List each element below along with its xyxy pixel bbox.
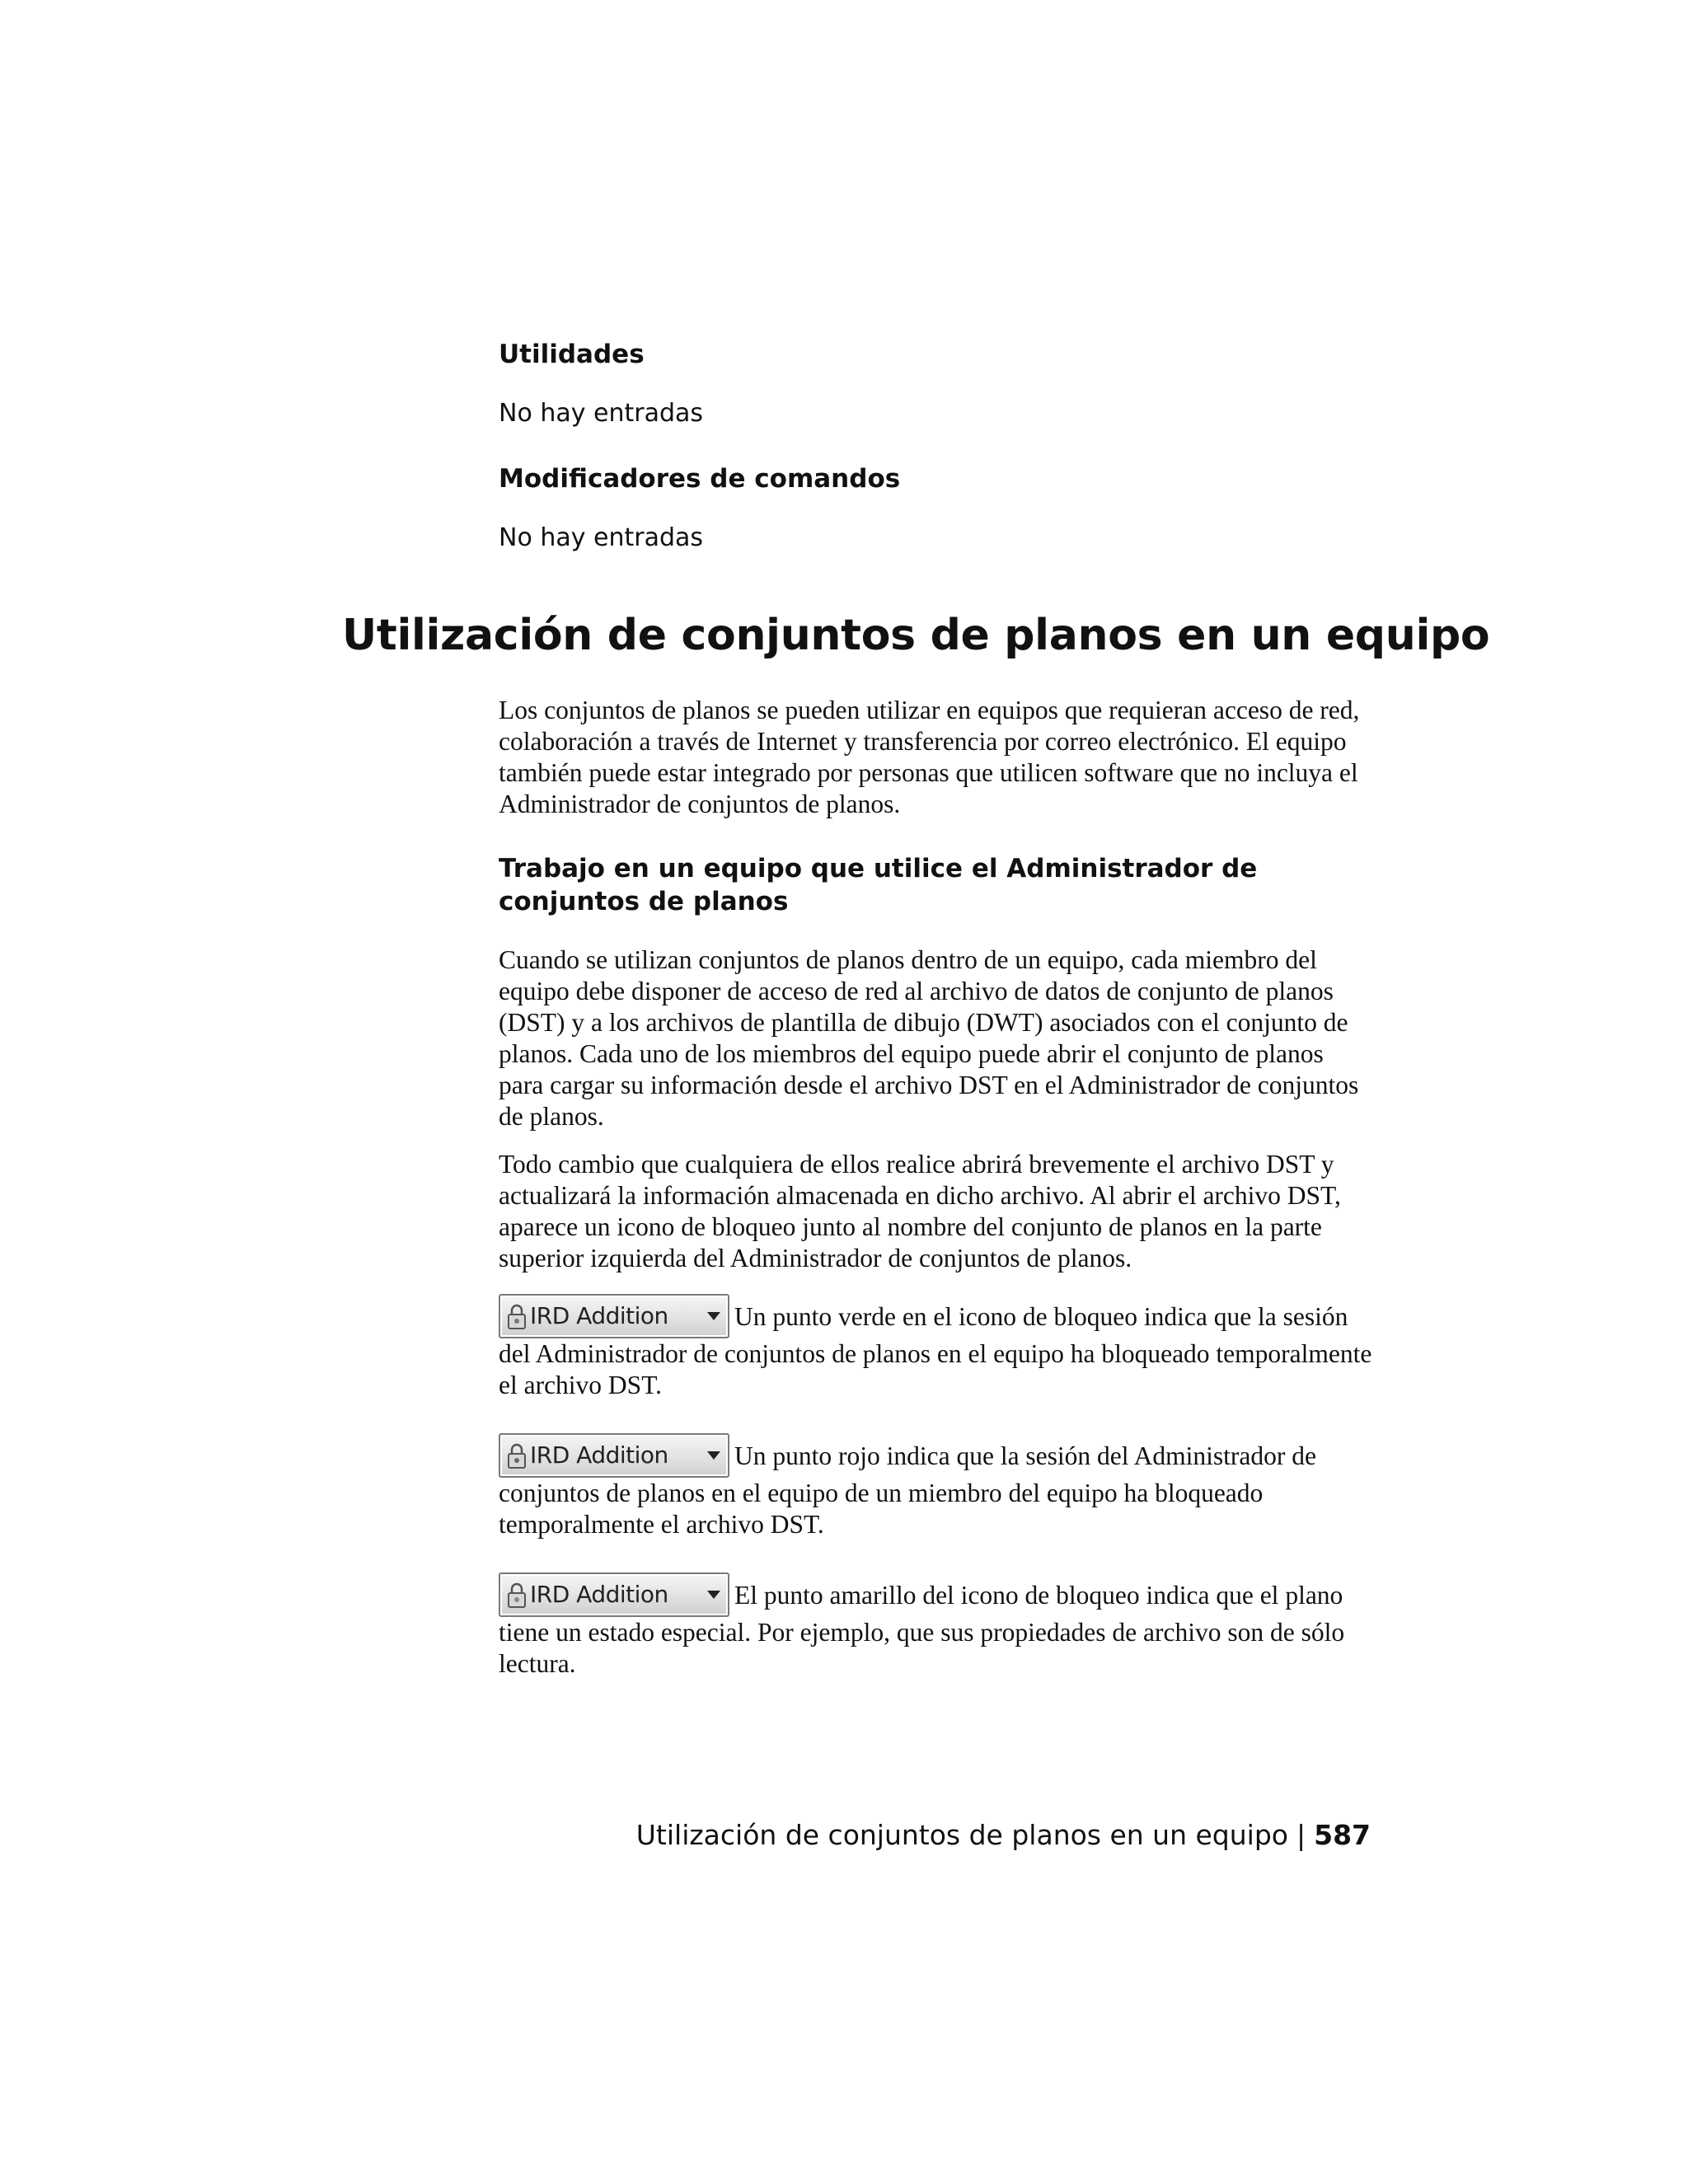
footer-separator: |: [1296, 1819, 1306, 1851]
page-number: 587: [1314, 1819, 1371, 1851]
sheet-set-selector: [499, 1433, 729, 1478]
chevron-down-icon: [706, 1590, 721, 1600]
sheet-set-name: IRD Addition: [530, 1441, 668, 1469]
lock-item-text: Un punto verde en el icono de bloqueo indica que la sesión del Administrador de conjuntos de planos en el equipo ha bloqueado temporalmente el archivo DST.: [499, 1302, 1372, 1399]
lock-icon: [507, 1581, 527, 1609]
section-heading-utilidades: Utilidades: [499, 340, 645, 369]
body-paragraph-1: Cuando se utilizan conjuntos de planos dentro de un equipo, cada miembro del equipo debe disponer de acceso de red al archivo de datos de conjunto de planos (DST) y a los archivos de plantilla de dibujo (DWT) asociados con el conjunto de planos. Cada uno de los miembros del equipo puede abrir el conjunto de planos para cargar su información desde el archivo DST en el Administrador de conjuntos de planos.: [499, 945, 1359, 1131]
subsection-heading: Trabajo en un equipo que utilice el Administrador de conjuntos de planos: [499, 854, 1258, 916]
page-title: Utilización de conjuntos de planos en un equipo: [342, 611, 1490, 660]
sheet-set-name: IRD Addition: [530, 1302, 668, 1329]
lock-icon: [507, 1441, 527, 1469]
lock-item-red: [499, 1433, 1374, 1540]
page-footer: [636, 1817, 1371, 1854]
intro-paragraph: Los conjuntos de planos se pueden utilizar en equipos que requieran acceso de red, colaboración a través de Internet y transferencia por correo electrónico. El equipo también puede estar integrado por personas que utilicen software que no incluya el Administrador de conjuntos de planos.: [499, 696, 1360, 818]
sheet-set-selector: [499, 1572, 729, 1617]
body-paragraph-2: Todo cambio que cualquiera de ellos realice abrirá brevemente el archivo DST y actualizará la información almacenada en dicho archivo. Al abrir el archivo DST, aparece un icono de bloqueo junto al nombre del conjunto de planos en la parte superior izquierda del Administrador de conjuntos de planos.: [499, 1150, 1341, 1272]
lock-item-text: Un punto rojo indica que la sesión del Administrador de conjuntos de planos en el equipo de un miembro del equipo ha bloqueado temporalmente el archivo DST.: [499, 1441, 1316, 1539]
lock-item-text: El punto amarillo del icono de bloqueo indica que el plano tiene un estado especial. Por ejemplo, que sus propiedades de archivo son de sólo lectura.: [499, 1581, 1345, 1678]
chevron-down-icon: [706, 1311, 721, 1321]
section-text-modificadores: No hay entradas: [499, 523, 704, 552]
running-title: Utilización de conjuntos de planos en un equipo: [635, 1819, 1288, 1851]
section-text-utilidades: No hay entradas: [499, 399, 704, 428]
chevron-down-icon: [706, 1451, 721, 1460]
lock-icon: [507, 1302, 527, 1330]
sheet-set-name: IRD Addition: [530, 1581, 668, 1608]
lock-item-yellow: [499, 1572, 1374, 1680]
sheet-set-selector: [499, 1294, 729, 1338]
lock-item-green: [499, 1294, 1374, 1401]
section-heading-modificadores: Modificadores de comandos: [499, 464, 901, 494]
